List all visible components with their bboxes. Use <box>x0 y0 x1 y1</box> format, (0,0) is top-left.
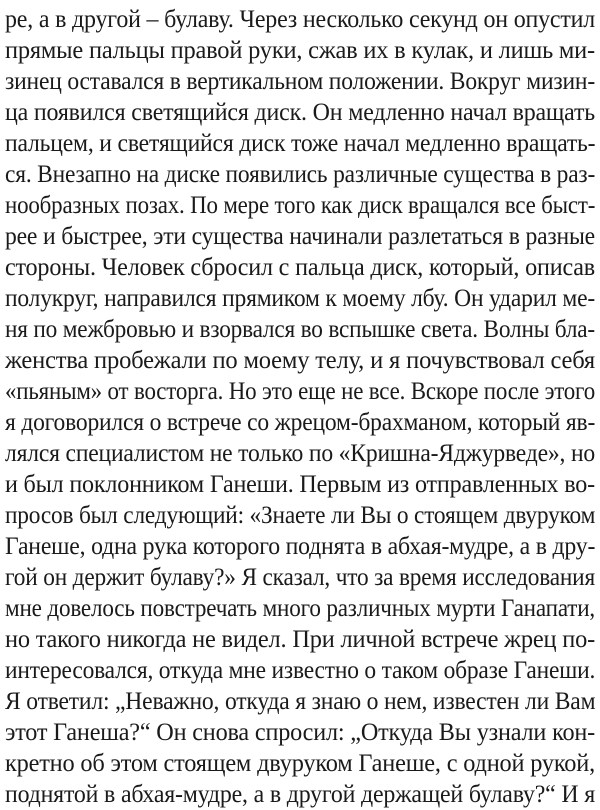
text-line: просов был следующий: «Знаете ли Вы о стоящем двуруком <box>5 502 596 529</box>
text-line: стороны. Человек сбросил с пальца диск, который, описав <box>5 254 595 281</box>
text-line: ца появился светящийся диск. Он медленно начал вращать <box>5 99 595 126</box>
text-line: и был поклонником Ганеши. Первым из отправленных во- <box>5 471 595 498</box>
text-line: этот Ганеша?“ Он снова спросил: „Откуда Вы узнали кон- <box>5 719 595 746</box>
text-line: но такого никогда не видел. При личной встрече жрец по- <box>5 626 595 653</box>
text-line: интересовался, откуда мне известно о таком образе Ганеши. <box>5 657 596 684</box>
text-line: Я ответил: „Неважно, откуда я знаю о нем, известен ли Вам <box>5 688 596 715</box>
text-line: полукруг, направился прямиком к моему лбу. Он ударил ме- <box>5 285 595 312</box>
text-line: гой он держит булаву?» Я сказал, что за время исследования <box>5 564 595 591</box>
text-line: пальцем, и светящийся диск тоже начал медленно вращать- <box>5 130 596 157</box>
text-line: зинец оставался в вертикальном положении. Вокруг мизин- <box>5 68 595 95</box>
text-line: прямые пальцы правой руки, сжав их в кулак, и лишь ми- <box>5 37 595 64</box>
text-line: ся. Внезапно на диске появились различные существа в раз- <box>5 161 596 188</box>
text-line: я договорился о встрече со жрецом-брахманом, который яв- <box>5 409 596 436</box>
text-line: лялся специалистом не только по «Кришна-Яджурведе», но <box>5 440 595 467</box>
text-line: мне довелось повстречать много различных мурти Ганапати, <box>5 595 595 622</box>
text-line: «пьяным» от восторга. Но это еще не все. Вскоре после этого <box>5 378 595 405</box>
text-line: ня по межбровью и взорвался во вспышке света. Волны бла- <box>5 316 595 343</box>
text-line: ре, а в другой – булаву. Через несколько секунд он опустил <box>5 6 595 33</box>
text-line: Ганеше, одна рука которого поднята в абхая-мудре, а в дру- <box>5 533 596 560</box>
text-line: женства пробежали по моему телу, и я почувствовал себя <box>5 347 595 374</box>
text-line: поднятой в абхая-мудре, а в другой держащей булаву?“ И я <box>5 781 595 808</box>
text-line: рее и быстрее, эти существа начинали разлетаться в разные <box>5 223 595 250</box>
book-page-text <box>5 4 595 810</box>
text-line: кретно об этом стоящем двуруком Ганеше, с одной рукой, <box>5 750 595 777</box>
text-line: нообразных позах. По мере того как диск вращался все быст- <box>5 192 596 219</box>
